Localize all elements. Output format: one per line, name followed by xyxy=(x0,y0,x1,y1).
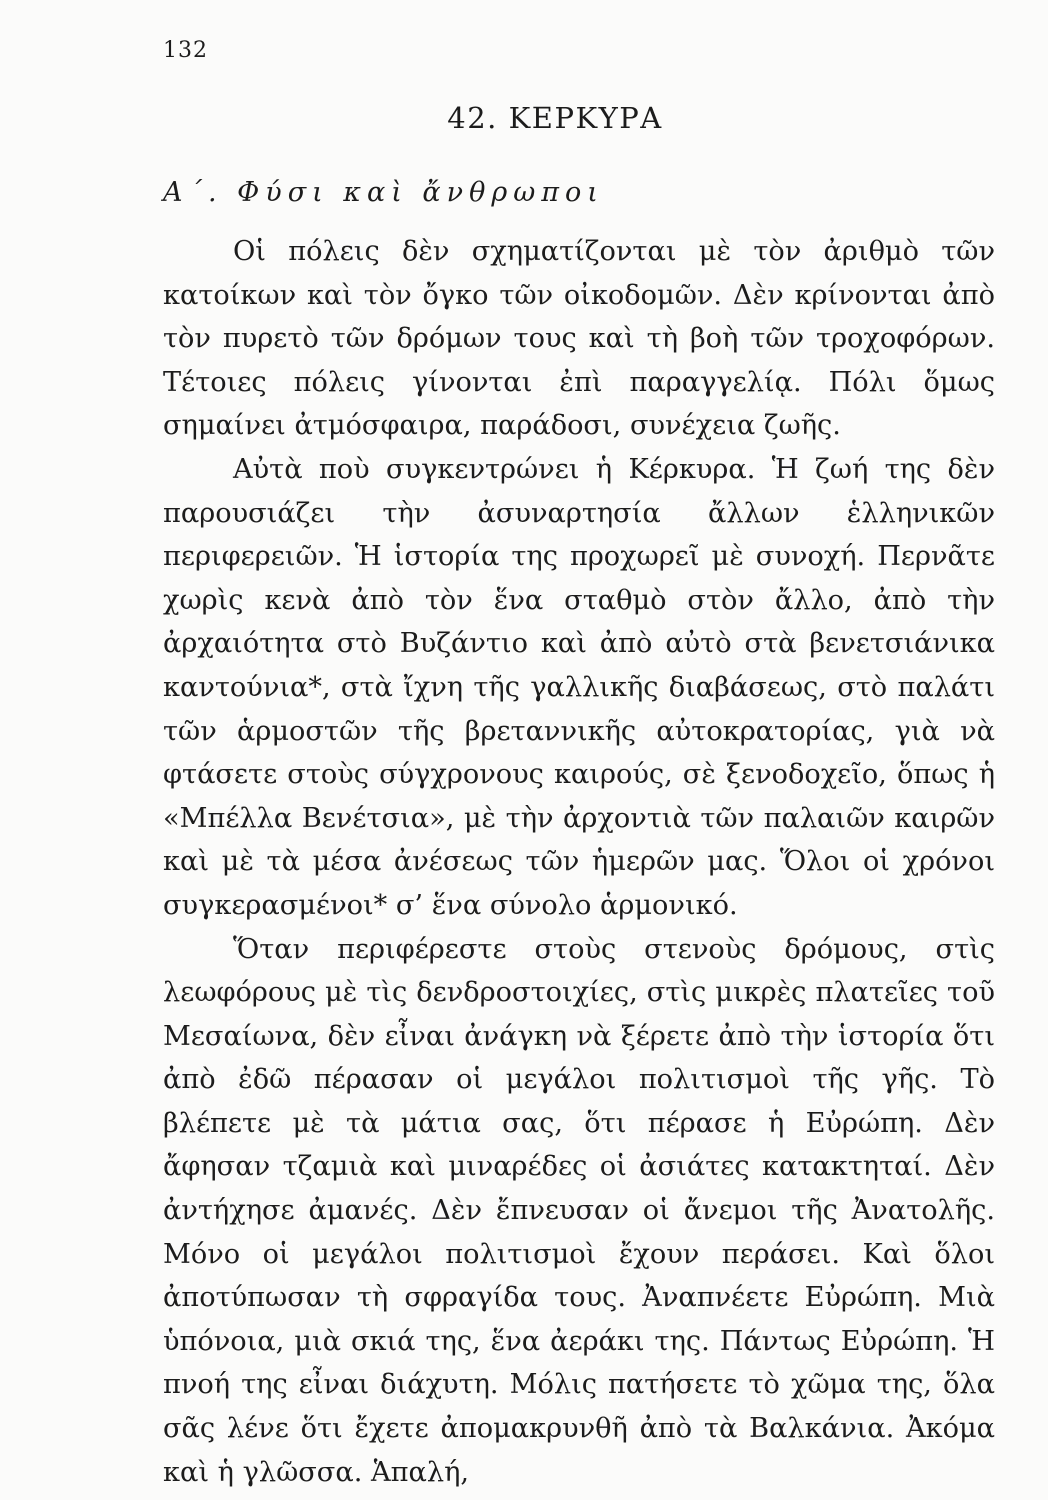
paragraph: Οἱ πόλεις δὲν σχηματίζονται μὲ τὸν ἀριθμὸ τῶν κατοίκων καὶ τὸν ὄγκο τῶν οἰκοδομῶν. Δὲν κρίνονται ἀπὸ τὸν πυρετὸ τῶν δρόμων τους καὶ τὴ βοὴ τῶν τροχοφόρων. Τέτοιες πόλεις γίνονται ἐπὶ παραγγελίᾳ. Πόλι ὅμως σημαίνει ἀτμόσφαιρα, παράδοσι, συνέχεια ζωῆς. xyxy=(163,236,995,442)
body-text xyxy=(163,230,995,1494)
paragraph: Ὅταν περιφέρεστε στοὺς στενοὺς δρόμους, στὶς λεωφόρους μὲ τὶς δενδροστοιχίες, στὶς μικρὲς πλατεῖες τοῦ Μεσαίωνα, δὲν εἶναι ἀνάγκη νὰ ξέρετε ἀπὸ τὴν ἱστορία ὅτι ἀπὸ ἐδῶ πέρασαν οἱ μεγάλοι πολιτισμοὶ τῆς γῆς. Τὸ βλέπετε μὲ τὰ μάτια σας, ὅτι πέρασε ἡ Εὐρώπη. Δὲν ἄφησαν τζαμιὰ καὶ μιναρέδες οἱ ἀσιάτες κατακτηταί. Δὲν ἀντήχησε ἀμανές. Δὲν ἔπνευσαν οἱ ἄνεμοι τῆς Ἀνατολῆς. Μόνο οἱ μεγάλοι πολιτισμοὶ ἔχουν περάσει. Καὶ ὅλοι ἀποτύπωσαν τὴ σφραγίδα τους. Ἀναπνέετε Εὐρώπη. Μιὰ ὑπόνοια, μιὰ σκιά της, ἕνα ἀεράκι της. Πάντως Εὐρώπη. Ἡ πνοή της εἶναι διάχυτη. Μόλις πατήσετε τὸ χῶμα της, ὅλα σᾶς λένε ὅτι ἔχετε ἀπομακρυνθῆ ἀπὸ τὰ Βαλκάνια. Ἀκόμα καὶ ἡ γλῶσσα. Ἁπαλή, xyxy=(163,933,995,1488)
page-number: 132 xyxy=(163,38,208,63)
paragraph: Αὐτὰ ποὺ συγκεντρώνει ἡ Κέρκυρα. Ἡ ζωή της δὲν παρουσιάζει τὴν ἀσυναρτησία ἄλλων ἑλληνικῶν περιφερειῶν. Ἡ ἱστορία της προχωρεῖ μὲ συνοχή. Περνᾶτε χωρὶς κενὰ ἀπὸ τὸν ἕνα σταθμὸ στὸν ἄλλο, ἀπὸ τὴν ἀρχαιότητα στὸ Βυζάντιο καὶ ἀπὸ αὐτὸ στὰ βενετσιάνικα καντούνια*, στὰ ἴχνη τῆς γαλλικῆς διαβάσεως, στὸ παλάτι τῶν ἁρμοστῶν τῆς βρεταννικῆς αὐτοκρατορίας, γιὰ νὰ φτάσετε στοὺς σύγχρονους καιρούς, σὲ ξενοδοχεῖο, ὅπως ἡ «Μπέλλα Βενέτσια», μὲ τὴν ἀρχοντιὰ τῶν παλαιῶν καιρῶν καὶ μὲ τὰ μέσα ἀνέσεως τῶν ἡμερῶν μας. Ὅλοι οἱ χρόνοι συγκερασμένοι* σ’ ἕνα σύνολο ἁρμονικό. xyxy=(163,453,995,921)
section-heading: Α΄. Φύσι καὶ ἄνθρωποι xyxy=(163,177,604,208)
chapter-title: 42. ΚΕΡΚΥΡΑ xyxy=(447,101,663,135)
